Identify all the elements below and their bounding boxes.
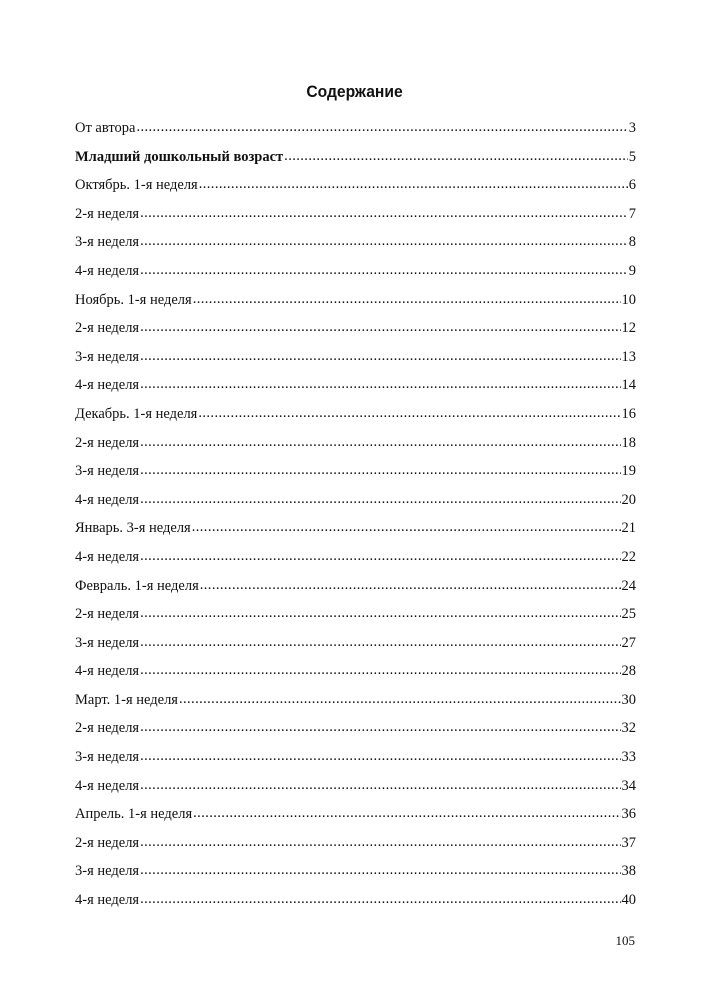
toc-entry[interactable] [75,657,636,686]
toc-entry-page: 27 [621,634,636,651]
toc-entry-page: 22 [621,548,636,565]
dot-leader [140,256,628,285]
dot-leader [140,485,620,514]
toc-entry-label: 4-я неделя [75,548,140,565]
toc-entry-page: 40 [621,892,636,909]
toc-entry-label: 3-я неделя [75,634,140,651]
toc-entry-page: 24 [621,577,636,594]
toc-entry-page: 36 [621,806,636,823]
dot-leader [284,142,628,171]
toc-entry[interactable] [75,800,636,829]
toc-entry-page: 34 [621,777,636,794]
table-of-contents [75,114,636,915]
toc-entry[interactable] [75,829,636,858]
toc-entry-page: 6 [628,177,636,194]
toc-entry-label: Март. 1-я неделя [75,691,178,708]
toc-entry-page: 33 [621,749,636,766]
dot-leader [140,742,620,771]
dot-leader [140,370,620,399]
dot-leader [140,828,620,857]
toc-entry[interactable] [75,543,636,572]
dot-leader [140,599,620,628]
toc-entry-label: 2-я неделя [75,205,140,222]
toc-entry-page: 38 [621,863,636,880]
toc-entry-page: 20 [621,491,636,508]
toc-entry[interactable] [75,686,636,715]
dot-leader [193,285,621,314]
toc-entry[interactable] [75,400,636,429]
toc-entry-page: 13 [621,348,636,365]
toc-entry-label: 2-я неделя [75,606,140,623]
toc-entry[interactable] [75,371,636,400]
toc-entry[interactable] [75,114,636,143]
toc-entry-page: 25 [621,606,636,623]
toc-entry[interactable] [75,772,636,801]
toc-entry-page: 32 [621,720,636,737]
toc-entry[interactable] [75,857,636,886]
dot-leader [140,656,620,685]
toc-entry-page: 18 [621,434,636,451]
toc-entry-page: 19 [621,463,636,480]
toc-entry-label: От автора [75,120,136,136]
toc-entry-label: 4-я неделя [75,777,140,794]
toc-entry-page: 7 [628,205,636,222]
toc-entry-label: 3-я неделя [75,234,140,251]
toc-entry-page: 5 [628,148,636,165]
toc-entry-page: 37 [621,834,636,851]
toc-entry-page: 16 [621,405,636,422]
toc-entry[interactable] [75,314,636,343]
toc-entry-page: 30 [621,691,636,708]
toc-entry[interactable] [75,286,636,315]
toc-entry[interactable] [75,514,636,543]
toc-entry[interactable] [75,457,636,486]
toc-entry[interactable] [75,714,636,743]
toc-entry-page: 21 [621,520,636,537]
toc-entry[interactable] [75,486,636,515]
toc-entry-label: Февраль. 1-я неделя [75,577,199,594]
toc-entry-label: 2-я неделя [75,834,140,851]
toc-entry-page: 12 [621,320,636,337]
dot-leader [140,199,628,228]
toc-entry[interactable] [75,143,636,172]
toc-entry[interactable] [75,429,636,458]
toc-entry-label: Октябрь. 1-я неделя [75,177,198,194]
dot-leader [179,685,621,714]
toc-entry[interactable] [75,200,636,229]
toc-entry-label: Ноябрь. 1-я неделя [75,291,192,308]
dot-leader [140,885,620,914]
page-number: 105 [615,933,635,948]
toc-entry-page: 3 [628,120,636,136]
dot-leader [136,113,627,142]
dot-leader [140,456,620,485]
toc-entry-label: 2-я неделя [75,320,140,337]
toc-entry-page: 28 [621,663,636,680]
toc-entry-label: Январь. 3-я неделя [75,520,191,537]
toc-entry-page: 10 [621,291,636,308]
dot-leader [192,513,621,542]
page-title: Содержание [306,82,403,102]
toc-entry[interactable] [75,257,636,286]
toc-entry-label: 2-я неделя [75,434,140,451]
toc-entry[interactable] [75,629,636,658]
toc-entry-label: 4-я неделя [75,892,140,909]
toc-entry-label: 3-я неделя [75,463,140,480]
toc-entry-label: 4-я неделя [75,262,140,279]
toc-entry[interactable] [75,228,636,257]
dot-leader [198,399,620,428]
dot-leader [140,227,628,256]
toc-entry[interactable] [75,886,636,915]
toc-entry[interactable] [75,171,636,200]
toc-entry-page: 8 [628,234,636,251]
dot-leader [140,542,620,571]
dot-leader [140,628,620,657]
toc-entry-label: 3-я неделя [75,348,140,365]
toc-entry-label: 4-я неделя [75,663,140,680]
toc-entry-label: Апрель. 1-я неделя [75,806,193,823]
dot-leader [140,342,620,371]
toc-entry-page: 9 [628,262,636,279]
toc-entry[interactable] [75,343,636,372]
dot-leader [200,571,621,600]
dot-leader [140,713,620,742]
toc-entry-label: 3-я неделя [75,863,140,880]
toc-entry[interactable] [75,743,636,772]
toc-entry[interactable] [75,600,636,629]
toc-entry-label: 4-я неделя [75,491,140,508]
toc-entry-label: 2-я неделя [75,720,140,737]
dot-leader [140,313,620,342]
toc-entry-label: 4-я неделя [75,377,140,394]
toc-entry-label: 3-я неделя [75,749,140,766]
dot-leader [140,428,620,457]
toc-entry[interactable] [75,572,636,601]
toc-entry-label: Декабрь. 1-я неделя [75,405,198,422]
dot-leader [199,170,628,199]
dot-leader [193,799,620,828]
dot-leader [140,856,620,885]
dot-leader [140,771,620,800]
toc-entry-label: Младший дошкольный возраст [75,148,284,165]
toc-entry-page: 14 [621,377,636,394]
